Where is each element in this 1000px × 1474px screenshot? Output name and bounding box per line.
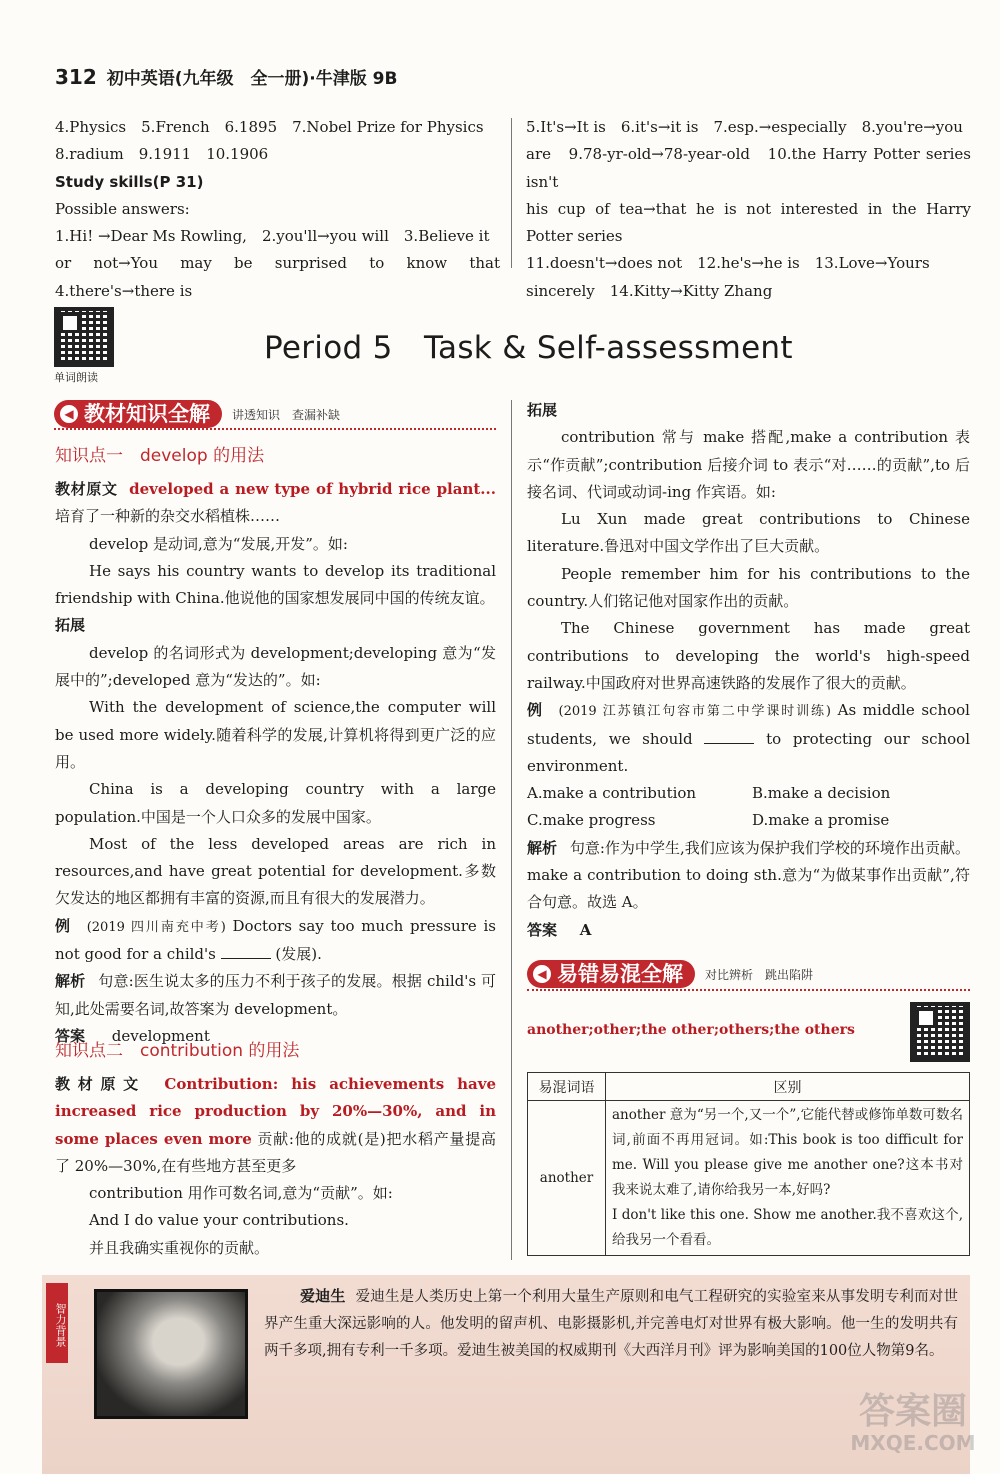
paragraph: contribution 常与 make 搭配,make a contribution 表示“作贡献”;contribution 后接介词 to 表示“对……的贡献”,to 后接名词、代词或动词-ing 作宾语。如: bbox=[527, 428, 970, 501]
example-label: 例 bbox=[55, 916, 72, 935]
option-d: D.make a promise bbox=[752, 811, 890, 830]
column-divider-top bbox=[511, 118, 512, 268]
column-divider bbox=[511, 400, 512, 1260]
example-source: (2019 四川南充中考) bbox=[86, 919, 226, 935]
table-row bbox=[528, 1101, 970, 1256]
answer-line: 1.Hi! →Dear Ms Rowling, 2.you'll→you will 3.Believe it bbox=[55, 227, 490, 246]
table-cell-word: another bbox=[528, 1101, 606, 1256]
banner-pill bbox=[54, 400, 222, 428]
option-a: A.make a contribution bbox=[527, 784, 697, 803]
speaker-icon: ◀ bbox=[60, 405, 78, 423]
source-label: 教材原文 bbox=[55, 480, 118, 498]
table-cell-diff bbox=[606, 1101, 970, 1256]
analysis-label: 解析 bbox=[55, 972, 86, 991]
example-label: 例 bbox=[527, 701, 544, 720]
analysis-text: 句意:作为中学生,我们应该为保护我们学校的环境作出贡献。make a contribution to doing sth.意为“为做某事作出贡献”,符合句意。故选 A。 bbox=[527, 838, 970, 912]
diff-text: another 意为“另一个,又一个”,它能代替或修饰单数可数名词,前面不再用冠词。如:This book is too difficult for me. Will you please give me another one?这本书对我来说太难了,请你给我另一本,好吗? bbox=[612, 1107, 963, 1198]
example-text: As middle school students, we should bbox=[527, 701, 970, 748]
right-analysis bbox=[527, 835, 970, 917]
qr-caption: 单词朗读 bbox=[54, 371, 98, 384]
knowledge-point-2 bbox=[55, 1036, 496, 1262]
answer-line: sincerely 14.Kitty→Kitty Zhang bbox=[526, 281, 773, 300]
banner-title: 易错易混全解 bbox=[557, 962, 683, 986]
options bbox=[527, 780, 970, 835]
kp1-source bbox=[55, 476, 496, 531]
answer-line: 4.Physics 5.French 6.1895 7.Nobel Prize for Physics bbox=[55, 118, 484, 136]
example-text: Doctors say too much pressure is not good for a child's bbox=[55, 916, 496, 964]
watermark-line2: MXQE.COM bbox=[850, 1431, 976, 1455]
top-answers-left bbox=[55, 114, 516, 305]
example-text-end: to protecting our school environment. bbox=[527, 729, 970, 775]
answer-label: 答案 bbox=[527, 920, 558, 939]
paragraph: The Chinese government has made great contributions to developing the world's high-speed railway.中国政府对世界高速铁路的发展作了很大的贡献。 bbox=[527, 619, 970, 692]
section-banner-knowledge bbox=[54, 400, 340, 428]
extension-label: 拓展 bbox=[527, 401, 558, 419]
qr-code[interactable] bbox=[54, 307, 114, 367]
book-title: 初中英语(九年级 全一册)·牛津版 9B bbox=[106, 69, 398, 89]
banner-pill bbox=[527, 960, 695, 988]
kp1-example bbox=[55, 913, 496, 969]
kp1-title: 知识点一 develop 的用法 bbox=[55, 446, 265, 466]
possible-answers-label: Possible answers: bbox=[55, 199, 190, 218]
example-text-end: (发展). bbox=[275, 945, 322, 964]
answer-label: 答案 bbox=[55, 1026, 86, 1045]
banner-subtitle: 讲透知识 查漏补缺 bbox=[232, 407, 341, 422]
right-answer bbox=[527, 917, 970, 944]
right-example bbox=[527, 697, 970, 780]
table-header-diff: 区别 bbox=[606, 1073, 970, 1101]
answer-line: 5.It's→It is 6.it's→it is 7.esp.→especially 8.you're→you bbox=[526, 118, 963, 136]
period-title: Period 5 Task & Self-assessment bbox=[264, 330, 793, 366]
answer-line: are 9.78-yr-old→78-year-old 10.the Harry Potter series isn't bbox=[526, 145, 971, 191]
top-answers-right bbox=[526, 114, 971, 305]
qr-code-2[interactable] bbox=[910, 1002, 970, 1062]
watermark bbox=[838, 1392, 988, 1454]
paragraph: People remember him for his contributions to the country.人们铭记他对国家作出的贡献。 bbox=[527, 564, 970, 611]
banner-divider bbox=[527, 989, 970, 991]
answer-line: 11.doesn't→does not 12.he's→he is 13.Love→Yours bbox=[526, 254, 930, 273]
source-label: 教材原文 bbox=[55, 1075, 146, 1093]
confusion-heading: another;other;the other;others;the others bbox=[527, 1022, 855, 1038]
answer-blank bbox=[704, 730, 754, 744]
analysis-text: 句意:医生说太多的压力不利于孩子的发展。根据 child's 可知,此处需要名词,故答案为 development。 bbox=[55, 972, 496, 1018]
source-chinese: 培育了一种新的杂交水稻植株…… bbox=[55, 507, 281, 526]
example-source: (2019 江苏镇江句容市第二中学课时训练) bbox=[558, 704, 831, 720]
source-english: developed a new type of hybrid rice plant... bbox=[129, 480, 496, 498]
right-column bbox=[527, 397, 970, 944]
banner-divider bbox=[54, 428, 496, 430]
answer-blank bbox=[221, 945, 271, 959]
page-header bbox=[55, 64, 525, 94]
answer-line: his cup of tea→that he is not interested in the Harry Potter series bbox=[526, 199, 971, 246]
answer-line: 8.radium 9.1911 10.1906 bbox=[55, 145, 269, 164]
option-b: B.make a decision bbox=[752, 784, 891, 803]
bio-side-tag: 智力背景 bbox=[46, 1283, 68, 1363]
paragraph: Lu Xun made great contributions to Chinese literature.鲁迅对中国文学作出了巨大贡献。 bbox=[527, 510, 970, 556]
paragraph: And I do value your contributions. bbox=[89, 1211, 349, 1230]
paragraph: With the development of science,the computer will be used more widely.随着科学的发展,计算机将得到更广泛的应用。 bbox=[55, 698, 496, 771]
speaker-icon: ◀ bbox=[533, 965, 551, 983]
bio-paragraph: 爱迪生是人类历史上第一个利用大量生产原则和电气工程研究的实验室来从事发明专利而对世界产生重大深远影响的人。他发明的留声机、电影摄影机,并完善电灯对世界有极大影响。他一生的发明共有两千多项,拥有专利一千多项。爱迪生被美国的权威期刊《大西洋月刊》评为影响美国的100位人物第9名。 bbox=[264, 1289, 958, 1359]
paragraph: He says his country wants to develop its traditional friendship with China.他说他的国家想发展同中国的传统友谊。 bbox=[55, 561, 496, 608]
page-number: 312 bbox=[55, 65, 97, 89]
paragraph: China is a developing country with a large population.中国是一个人口众多的发展中国家。 bbox=[55, 780, 496, 826]
comparison-table bbox=[527, 1072, 970, 1256]
paragraph: develop 的名词形式为 development;developing 意为“发展中的”;developed 意为“发达的”。如: bbox=[55, 643, 496, 690]
table-header-word: 易混词语 bbox=[528, 1073, 606, 1101]
edison-portrait bbox=[94, 1289, 248, 1419]
answer-text: A bbox=[579, 920, 592, 939]
paragraph: 并且我确实重视你的贡献。 bbox=[89, 1238, 270, 1257]
study-skills-label: Study skills(P 31) bbox=[55, 172, 204, 191]
knowledge-point-1 bbox=[55, 441, 496, 1050]
analysis-label: 解析 bbox=[527, 838, 558, 857]
answer-line: or not→You may be surprised to know that 4.there's→there is bbox=[55, 254, 516, 300]
source-english: Contribution: his achievements have increased rice production by 20%—30%, and in some places even more bbox=[55, 1075, 496, 1148]
option-c: C.make progress bbox=[527, 811, 656, 830]
kp1-analysis bbox=[55, 968, 496, 1023]
source-chinese: 贡献:他的成就(是)把水稻产量提高了 20%—30%,在有些地方甚至更多 bbox=[55, 1129, 496, 1175]
paragraph: Most of the less developed areas are rich in resources,and have great potential for development.多数欠发达的地区都拥有丰富的资源,而且有很大的发展潜力。 bbox=[55, 834, 496, 908]
extension-label: 拓展 bbox=[55, 616, 86, 635]
section-banner-confusion bbox=[527, 960, 813, 988]
answer-text: development bbox=[111, 1026, 210, 1045]
background-box bbox=[42, 1275, 970, 1474]
paragraph: contribution 用作可数名词,意为“贡献”。如: bbox=[89, 1184, 393, 1203]
paragraph: develop 是动词,意为“发展,开发”。如: bbox=[89, 534, 348, 553]
banner-title: 教材知识全解 bbox=[84, 402, 210, 426]
kp2-title: 知识点二 contribution 的用法 bbox=[55, 1041, 300, 1061]
watermark-line1: 答案圈 bbox=[858, 1391, 967, 1432]
bio-text bbox=[264, 1283, 958, 1365]
kp2-source bbox=[55, 1071, 496, 1180]
diff-text-2: I don't like this one. Show me another.我不喜欢这个,给我另一个看看。 bbox=[612, 1207, 963, 1248]
bio-name: 爱迪生 bbox=[300, 1287, 346, 1305]
banner-subtitle: 对比辨析 跳出陷阱 bbox=[705, 967, 814, 982]
